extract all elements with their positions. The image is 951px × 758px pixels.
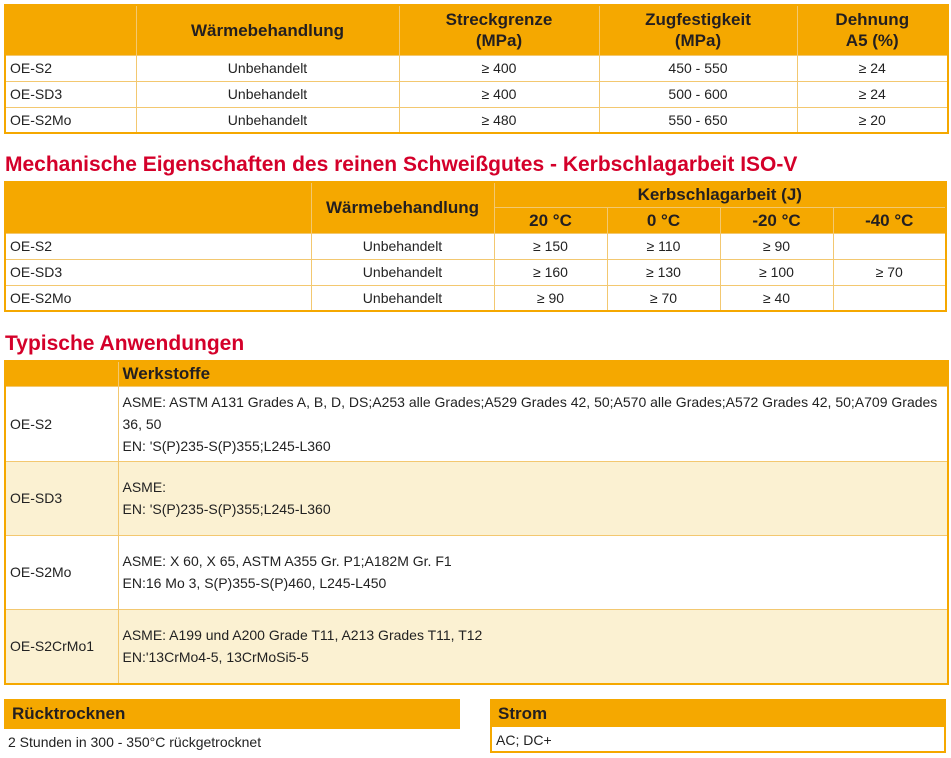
asme-line: ASME: <box>122 479 167 495</box>
elongation-cell: ≥ 24 <box>797 81 948 107</box>
applications-header-materials: Werkstoffe <box>118 361 948 386</box>
temp-header: -40 °C <box>833 207 946 233</box>
impact-cell <box>833 233 946 259</box>
heat-cell: Unbehandelt <box>311 259 494 285</box>
impact-cell: ≥ 40 <box>720 285 833 311</box>
current-title: Strom <box>492 701 944 727</box>
current-text: AC; DC+ <box>496 732 552 748</box>
table-row <box>5 386 948 461</box>
yield-cell: ≥ 480 <box>399 107 599 133</box>
impact-cell <box>833 285 946 311</box>
tensile-cell: 450 - 550 <box>599 55 797 81</box>
grade-cell: OE-SD3 <box>5 81 136 107</box>
tensile-header-blank <box>5 5 136 55</box>
heat-cell: Unbehandelt <box>311 285 494 311</box>
impact-cell: ≥ 90 <box>494 285 607 311</box>
heat-cell: Unbehandelt <box>136 107 399 133</box>
impact-title: Mechanische Eigenschaften des reinen Schweißgutes - Kerbschlagarbeit ISO-V <box>5 153 798 176</box>
asme-line: ASME: A199 und A200 Grade T11, A213 Grades T11, T12 <box>122 627 483 644</box>
tensile-cell: 500 - 600 <box>599 81 797 107</box>
grade-cell: OE-SD3 <box>5 259 311 285</box>
impact-header-group: Kerbschlagarbeit (J) <box>494 182 946 207</box>
en-line: EN: 'S(P)235-S(P)355;L245-L360 <box>122 437 331 454</box>
en-line: EN:16 Mo 3, S(P)355-S(P)460, L245-L450 <box>122 575 387 591</box>
temp-header: 0 °C <box>607 207 720 233</box>
impact-cell: ≥ 130 <box>607 259 720 285</box>
grade-cell: OE-S2 <box>5 233 311 259</box>
applications-table <box>4 360 949 685</box>
elongation-cell: ≥ 20 <box>797 107 948 133</box>
impact-header-heat: Wärmebehandlung <box>311 182 494 233</box>
table-row <box>5 107 948 133</box>
applications-header-row <box>5 361 948 386</box>
impact-cell: ≥ 70 <box>607 285 720 311</box>
impact-header-blank <box>5 182 311 233</box>
redrying-title: Rücktrocknen <box>4 699 460 729</box>
materials-cell <box>118 535 948 609</box>
grade-cell: OE-S2Mo <box>5 285 311 311</box>
grade-cell: OE-S2CrMo1 <box>5 609 118 684</box>
materials-cell <box>118 461 948 535</box>
asme-line: ASME: ASTM A131 Grades A, B, D, DS;A253 alle Grades;A529 Grades 42, 50;A570 alle Grades;A572 Grades 42, 50;A709 Grades 36, 50 <box>122 393 938 432</box>
materials-cell <box>118 386 948 461</box>
tensile-header-elongation: Dehnung A5 (%) <box>797 5 948 55</box>
grade-cell: OE-SD3 <box>5 461 118 535</box>
tensile-header-heat: Wärmebehandlung <box>136 5 399 55</box>
table-row <box>5 535 948 609</box>
table-row <box>5 285 946 311</box>
impact-cell: ≥ 150 <box>494 233 607 259</box>
current-box <box>490 699 946 753</box>
temp-header: 20 °C <box>494 207 607 233</box>
temp-header: -20 °C <box>720 207 833 233</box>
table-row <box>5 259 946 285</box>
tensile-header-yield: Streckgrenze (MPa) <box>399 5 599 55</box>
tensile-header-row <box>5 5 948 55</box>
grade-cell: OE-S2Mo <box>5 107 136 133</box>
redrying-box <box>4 699 460 751</box>
applications-header-blank <box>5 361 118 386</box>
table-row <box>5 81 948 107</box>
yield-cell: ≥ 400 <box>399 55 599 81</box>
table-row <box>5 233 946 259</box>
tensile-header-tensile: Zugfestigkeit (MPa) <box>599 5 797 55</box>
redrying-text: 2 Stunden in 300 - 350°C rückgetrocknet <box>8 734 262 750</box>
yield-cell: ≥ 400 <box>399 81 599 107</box>
asme-line: ASME: X 60, X 65, ASTM A355 Gr. P1;A182M Gr. F1 <box>122 553 452 569</box>
impact-cell: ≥ 110 <box>607 233 720 259</box>
heat-cell: Unbehandelt <box>311 233 494 259</box>
grade-cell: OE-S2Mo <box>5 535 118 609</box>
heat-cell: Unbehandelt <box>136 81 399 107</box>
en-line: EN: 'S(P)235-S(P)355;L245-L360 <box>122 501 331 517</box>
grade-cell: OE-S2 <box>5 55 136 81</box>
table-row <box>5 609 948 684</box>
impact-cell: ≥ 160 <box>494 259 607 285</box>
impact-header-row <box>5 182 946 207</box>
impact-cell: ≥ 100 <box>720 259 833 285</box>
table-row <box>5 55 948 81</box>
tensile-cell: 550 - 650 <box>599 107 797 133</box>
applications-title: Typische Anwendungen <box>5 332 245 355</box>
materials-cell <box>118 609 948 684</box>
en-line: EN:'13CrMo4-5, 13CrMoSi5-5 <box>122 649 309 666</box>
grade-cell: OE-S2 <box>5 386 118 461</box>
impact-cell: ≥ 90 <box>720 233 833 259</box>
elongation-cell: ≥ 24 <box>797 55 948 81</box>
table-row <box>5 461 948 535</box>
heat-cell: Unbehandelt <box>136 55 399 81</box>
impact-cell: ≥ 70 <box>833 259 946 285</box>
impact-table <box>4 181 947 312</box>
tensile-table <box>4 4 949 134</box>
